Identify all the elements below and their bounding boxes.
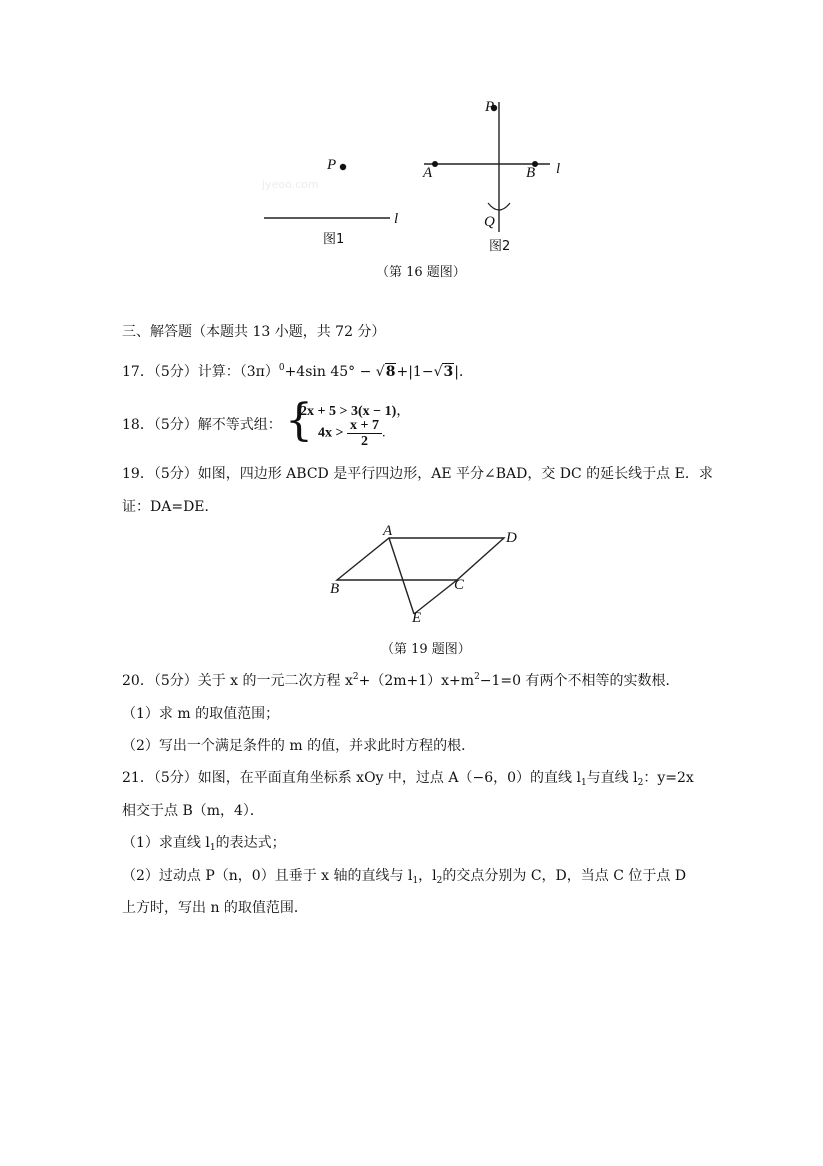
fig19-label-a: A [383,523,393,539]
sqrt-3: 3 [443,364,454,380]
question-21-line-2: 相交于点 B（m，4）． [122,803,264,819]
question-20-part-1: （1）求 m 的取值范围； [122,706,280,722]
fig1-label-l: l [394,211,399,227]
question-21-part-2: （2）过动点 P（n，0）且垂于 x 轴的直线与 $l_1$，$l_2$的交点分别为 C，D，当点 C 位于点 D [122,868,687,886]
question-19-line-2: 证：DA=DE． [122,499,219,515]
fig2-label-p: P [485,99,495,115]
question-21-part-1: （1）求直线 $l_1$的表达式； [122,835,286,853]
question-21-part-2-line-2: 上方时，写出 n 的取值范围． [122,900,308,916]
sqrt-8: 8 [385,364,396,380]
question-20: 20．（5分）关于 x 的一元二次方程 $x^2+(2m+1)x+m^2-1=0$ 有两个不相等的实数根． [122,672,680,689]
fig2-label-a: A [423,165,433,181]
fraction: $\frac{x + 7}{2}$ [347,418,382,449]
fig19-label-d: D [506,530,517,546]
question-20-part-2: （2）写出一个满足条件的 m 的值，并求此时方程的根． [122,738,476,754]
question-21-line-1: 21．（5分）如图，在平面直角坐标系 xOy 中，过点 A（−6，0）的直线 $l_1$与直线 $l_2$：y=2x [122,770,694,788]
fig1-caption: 图1 [323,232,345,247]
fig2-caption: 图2 [489,239,511,254]
figure-19 [320,522,530,634]
fig2-point-a [432,161,438,167]
q18-inequality-1: 2x + 5 > 3(x − 1)， [300,404,411,419]
brace-icon: { [285,395,313,446]
figure16-caption: （第 16 题图） [376,265,466,280]
figure19-caption: （第 19 题图） [381,642,471,657]
fig1-label-p: P [327,157,337,173]
question-17: 17．（5分）计算：$(3\pi)^0+4\sin$ 45° − √8+|1−√3|． [122,363,473,380]
fig1-point-p [340,164,346,170]
fig2-label-b: B [526,165,536,181]
section-title: 三、解答题（本题共 13 小题，共 72 分） [122,324,386,340]
watermark: jyeoo.com [262,178,319,191]
question-19-line-1: 19．（5分）如图，四边形 ABCD 是平行四边形，AE 平分∠BAD，交 DC 的延长线于点 E．求 [122,466,713,482]
fig2-label-l: l [556,161,561,177]
q18-inequality-2: 4x > $\frac{x + 7}{2}$ . [318,418,386,449]
fig19-label-c: C [454,577,465,593]
fig19-label-b: B [330,581,340,597]
fig2-label-q: Q [484,214,495,230]
parallelogram-abcd [337,538,504,580]
segment-ae [389,538,414,614]
q18-prefix: 18．（5分）解不等式组： [122,417,282,433]
segment-ce [414,580,457,614]
fig19-label-e: E [412,610,422,626]
question-18 [122,395,422,452]
